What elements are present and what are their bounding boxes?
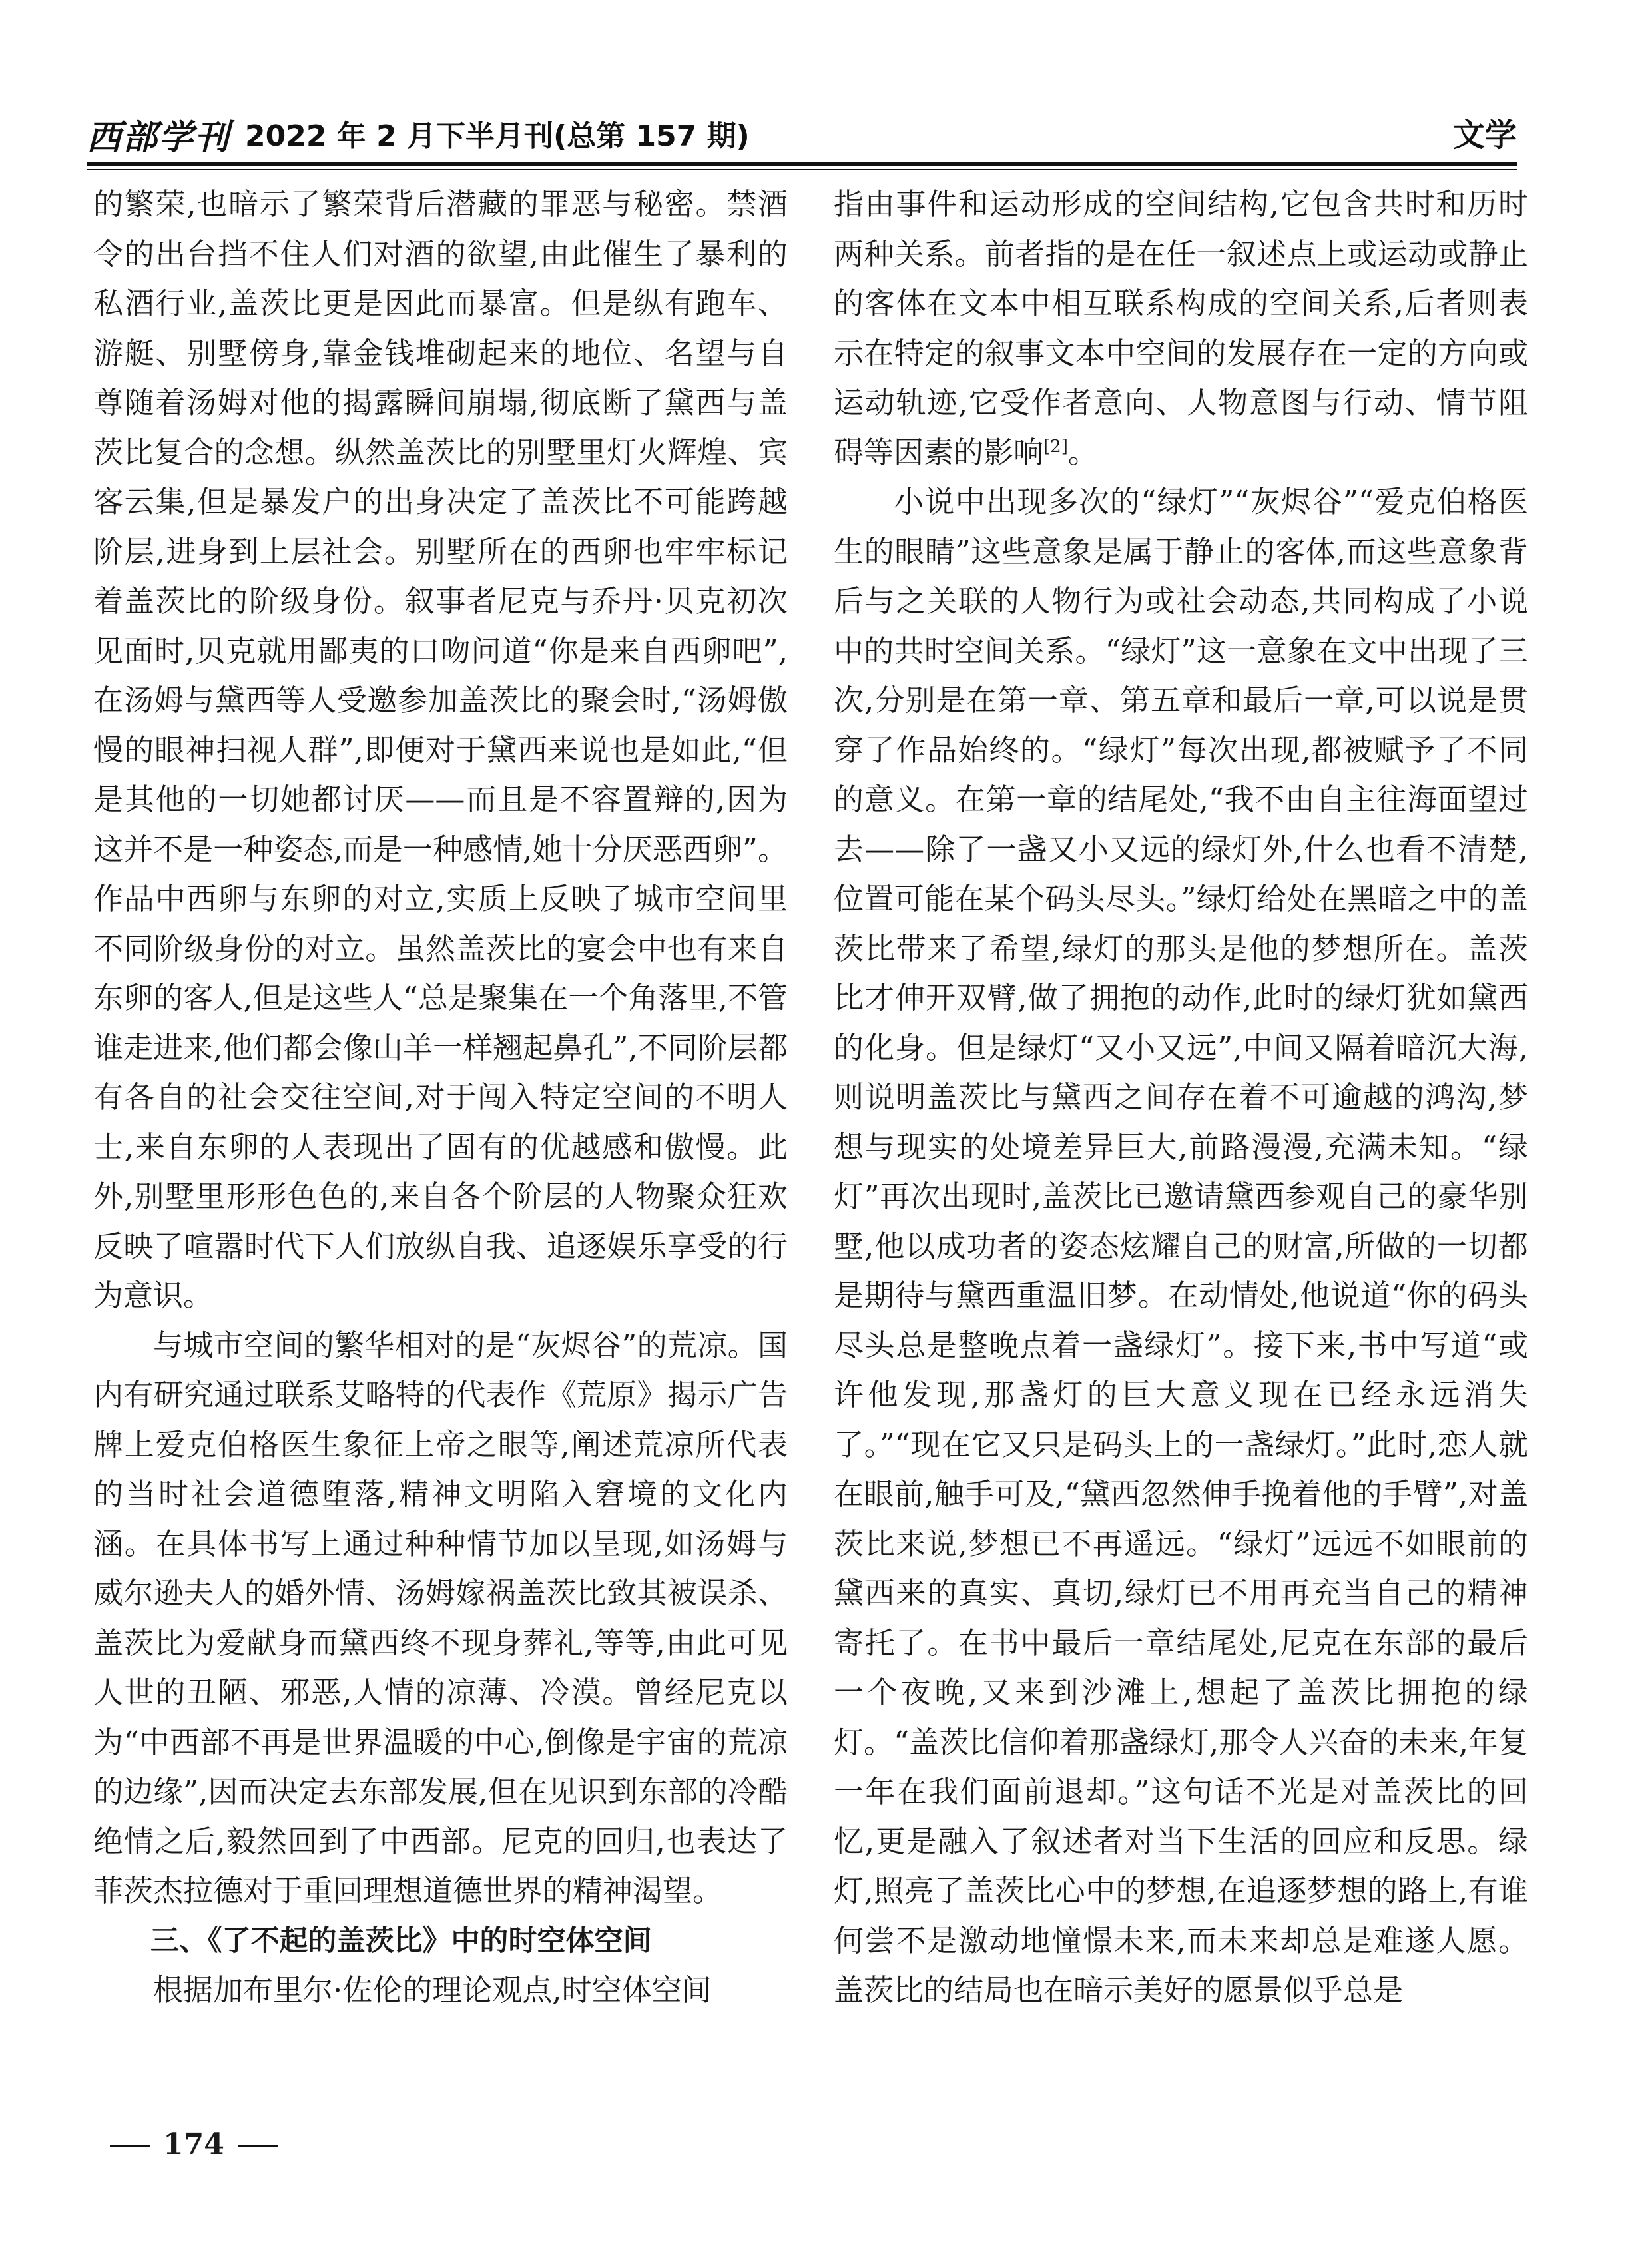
- right-column: [834, 180, 1528, 2064]
- footer-dash-left: [110, 2145, 150, 2147]
- paragraph-end: 。: [1067, 434, 1098, 470]
- body-paragraph: [834, 180, 1528, 477]
- section-heading: 三、《了不起的盖茨比》中的时空体空间: [150, 1924, 652, 1958]
- citation-reference: [2]: [1043, 436, 1068, 457]
- body-paragraph: 小说中出现多次的“绿灯”“灰烬谷”“爱克伯格医生的眼睛”这些意象是属于静止的客体,而这些意象背后与之关联的人物行为或社会动态,共同构成了小说中的共时空间关系。“绿灯”这一意象在文中出现了三次,分别是在第一章、第五章和最后一章,可以说是贯穿了作品始终的。“绿灯”每次出现,都被赋予了不同的意义。在第一章的结尾处,“我不由自主往海面望过去——除了一盏又小又远的绿灯外,什么也看不清楚,位置可能在某个码头尽头。”绿灯给处在黑暗之中的盖茨比带来了希望,绿灯的那头是他的梦想所在。盖茨比才伸开双臂,做了拥抱的动作,此时的绿灯犹如黛西的化身。但是绿灯“又小又远”,中间又隔着暗沉大海,则说明盖茨比与黛西之间存在着不可逾越的鸿沟,梦想与现实的处境差异巨大,前路漫漫,充满未知。“绿灯”再次出现时,盖茨比已邀请黛西参观自己的豪华别墅,他以成功者的姿态炫耀自己的财富,所做的一切都是期待与黛西重温旧梦。在动情处,他说道“你的码头尽头总是整晚点着一盏绿灯”。接下来,书中写道“或许他发现,那盏灯的巨大意义现在已经永远消失了。”“现在它又只是码头上的一盏绿灯。”此时,恋人就在眼前,触手可及,“黛西忽然伸手挽着他的手臂”,对盖茨比来说,梦想已不再遥远。“绿灯”远远不如眼前的黛西来的真实、真切,绿灯已不用再充当自己的精神寄托了。在书中最后一章结尾处,尼克在东部的最后一个夜晚,又来到沙滩上,想起了盖茨比拥抱的绿灯。“盖茨比信仰着那盏绿灯,那令人兴奋的未来,年复一年在我们面前退却。”这句话不光是对盖茨比的回忆,更是融入了叙述者对当下生活的回应和反思。绿灯,照亮了盖茨比心中的梦想,在追逐梦想的路上,有谁何尝不是激动地憧憬未来,而未来却总是难遂人愿。盖茨比的结局也在暗示美好的愿景似乎总是: [834, 484, 1528, 2008]
- journal-logo: 西部学刊: [87, 117, 231, 158]
- header-rule-thick: [87, 162, 1517, 166]
- body-paragraph: 的繁荣,也暗示了繁荣背后潜藏的罪恶与秘密。禁酒令的出台挡不住人们对酒的欲望,由此催生了暴利的私酒行业,盖茨比更是因此而暴富。但是纵有跑车、游艇、别墅傍身,靠金钱堆砌起来的地位、名望与自尊随着汤姆对他的揭露瞬间崩塌,彻底断了黛西与盖茨比复合的念想。纵然盖茨比的别墅里灯火辉煌、宾客云集,但是暴发户的出身决定了盖茨比不可能跨越阶层,进身到上层社会。别墅所在的西卵也牢牢标记着盖茨比的阶级身份。叙事者尼克与乔丹·贝克初次见面时,贝克就用鄙夷的口吻问道“你是来自西卵吧”,在汤姆与黛西等人受邀参加盖茨比的聚会时,“汤姆傲慢的眼神扫视人群”,即便对于黛西来说也是如此,“但是其他的一切她都讨厌——而且是不容置辩的,因为这并不是一种姿态,而是一种感情,她十分厌恶西卵”。作品中西卵与东卵的对立,实质上反映了城市空间里不同阶级身份的对立。虽然盖茨比的宴会中也有来自东卵的客人,但是这些人“总是聚集在一个角落里,不管谁走进来,他们都会像山羊一样翘起鼻孔”,不同阶层都有各自的社会交往空间,对于闯入特定空间的不明人士,来自东卵的人表现出了固有的优越感和傲慢。此外,别墅里形形色色的,来自各个阶层的人物聚众狂欢反映了喧嚣时代下人们放纵自我、追逐娱乐享受的行为意识。: [93, 186, 788, 1313]
- page-number: 174: [163, 2127, 224, 2161]
- header-rule-thin: [87, 169, 1517, 170]
- left-column: [93, 180, 788, 2064]
- body-paragraph: 与城市空间的繁华相对的是“灰烬谷”的荒凉。国内有研究通过联系艾略特的代表作《荒原》揭示广告牌上爱克伯格医生象征上帝之眼等,阐述荒凉所代表的当时社会道德堕落,精神文明陷入窘境的文化内涵。在具体书写上通过种种情节加以呈现,如汤姆与威尔逊夫人的婚外情、汤姆嫁祸盖茨比致其被误杀、盖茨比为爱献身而黛西终不现身葬礼,等等,由此可见人世的丑陋、邪恶,人情的凉薄、冷漠。曾经尼克以为“中西部不再是世界温暖的中心,倒像是宇宙的荒凉的边缘”,因而决定去东部发展,但在见识到东部的冷酷绝情之后,毅然回到了中西部。尼克的回归,也表达了菲茨杰拉德对于重回理想道德世界的精神渴望。: [93, 1327, 788, 1908]
- issue-info: 2022 年 2 月下半月刊(总第 157 期): [245, 119, 750, 153]
- paragraph-text: 指由事件和运动形成的空间结构,它包含共时和历时两种关系。前者指的是在任一叙述点上或运动或静止的客体在文本中相互联系构成的空间关系,后者则表示在特定的叙事文本中空间的发展存在一定的方向或运动轨迹,它受作者意向、人物意图与行动、情节阻碍等因素的影响: [834, 186, 1528, 470]
- body-paragraph: 根据加布里尔·佐伦的理论观点,时空体空间: [153, 1972, 712, 2008]
- footer-dash-right: [238, 2145, 278, 2147]
- page-header: [87, 107, 1517, 166]
- section-name: 文学: [1452, 117, 1517, 154]
- page-footer: [110, 2127, 278, 2161]
